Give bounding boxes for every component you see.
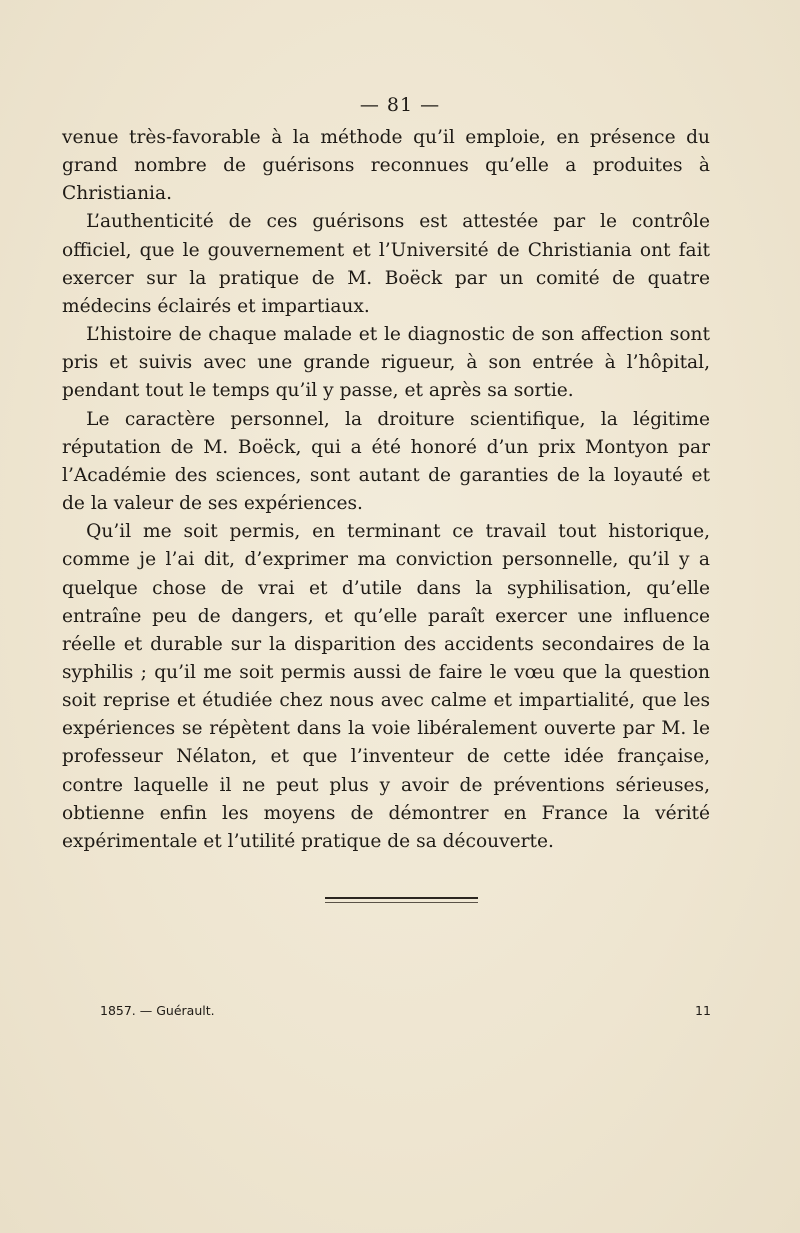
paragraph: venue très-favorable à la méthode qu’il emploie, en présence du grand nombre de guérisons reconnues qu’elle a produites à Christiania.	[62, 127, 710, 205]
end-rule	[325, 897, 478, 903]
sheet-number: 11	[695, 1003, 711, 1018]
paragraph: L’authenticité de ces guérisons est attestée par le contrôle officiel, que le gouvernement et l’Université de Christiania ont fait exercer sur la pratique de M. Boëck par un comité de quatre médecins éclairés et impartiaux.	[62, 211, 710, 317]
paragraph: Le caractère personnel, la droiture scientifique, la légitime réputation de M. Boëck, qui a été honoré d’un prix Montyon par l’Académie des sciences, sont autant de garanties de la loyauté et de la valeur de ses expériences.	[62, 408, 710, 515]
page-number: — 81 —	[359, 94, 441, 116]
printer-signature: 1857. — Guérault.	[100, 1003, 215, 1018]
body-text	[62, 124, 710, 856]
paragraph: Qu’il me soit permis, en terminant ce travail tout historique, comme je l’ai dit, d’exprimer ma conviction personnelle, qu’il y a quelque chose de vrai et d’utile dans la syphilisation, qu’elle entraîne peu de dangers, et qu’elle paraît exercer une influence réelle et durable sur la disparition des accidents secondaires de la syphilis ; qu’il me soit permis aussi de faire le vœu que la question soit reprise et étudiée chez nous avec calme et impartialité, que les expériences se répètent dans la voie libéralement ouverte par M. le professeur Nélaton, et que l’inventeur de cette idée française, contre laquelle il ne peut plus y avoir de préventions sérieuses, obtienne enfin les moyens de démontrer en France la vérité expérimentale et l’utilité pratique de sa découverte.	[62, 521, 710, 852]
paragraph: L’histoire de chaque malade et le diagnostic de son affection sont pris et suivis avec une grande rigueur, à son entrée à l’hôpital, pendant tout le temps qu’il y passe, et après sa sortie.	[62, 324, 710, 402]
